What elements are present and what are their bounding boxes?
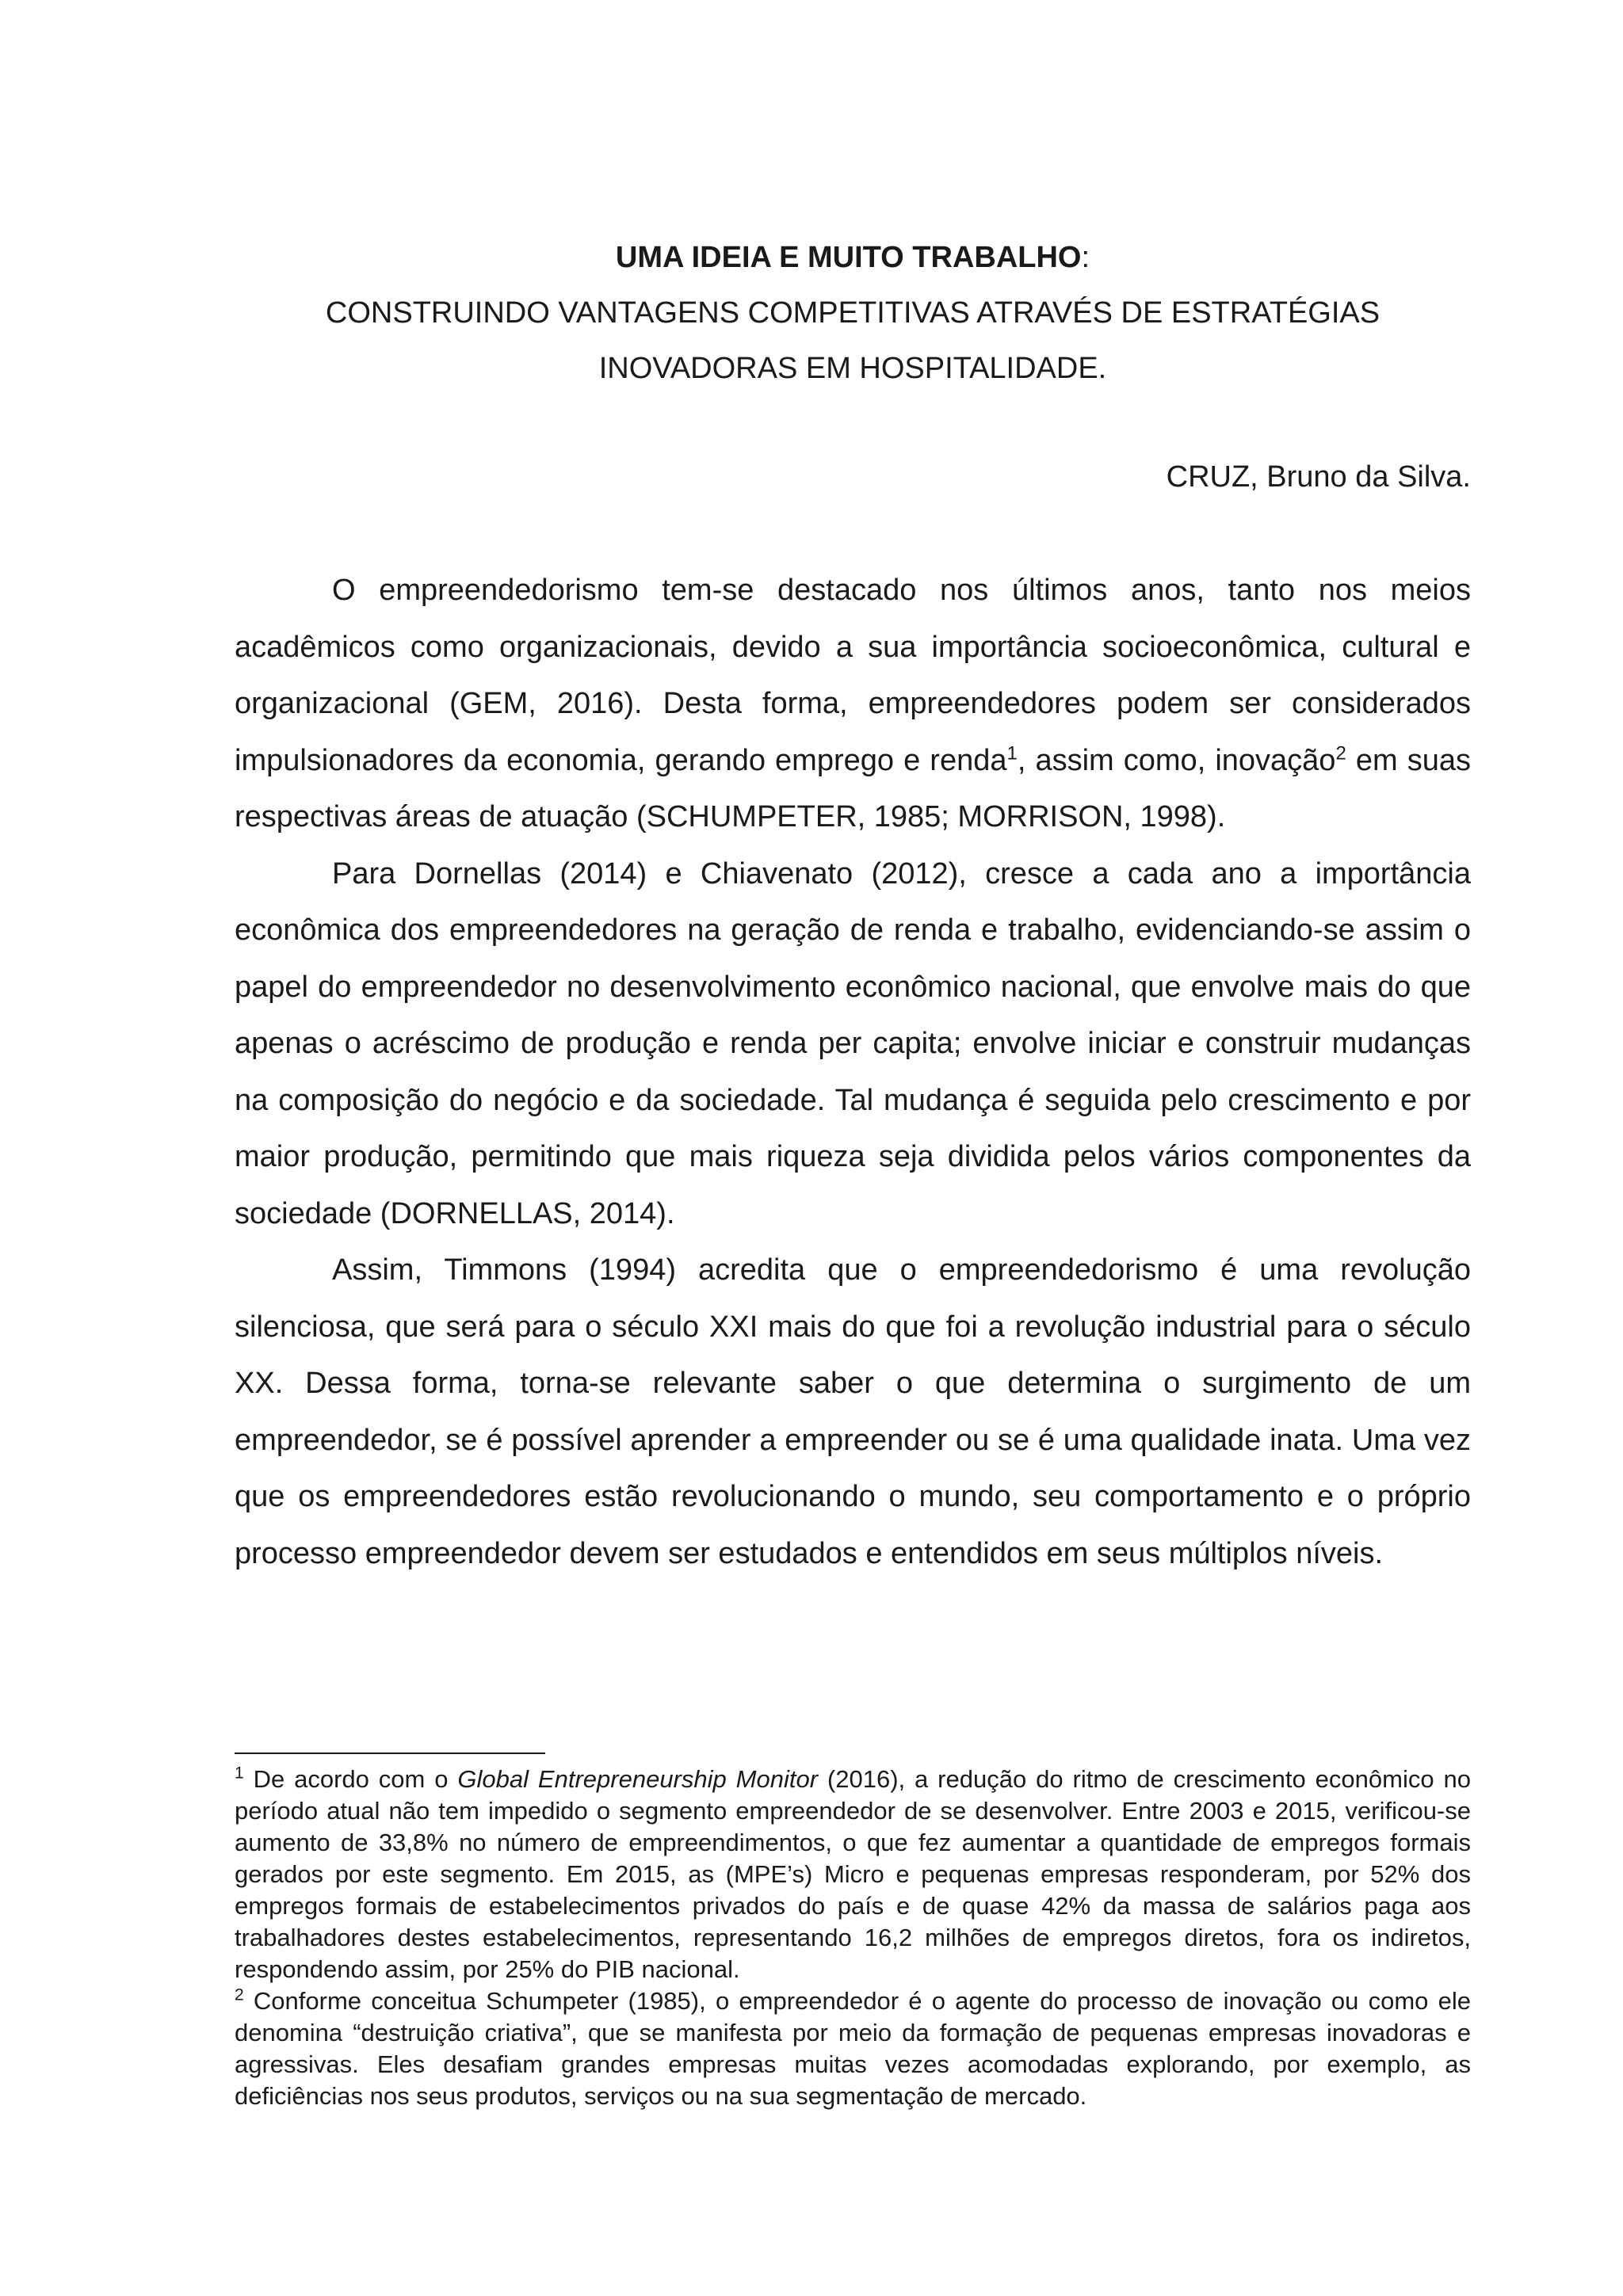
title-colon: : [1081,241,1090,274]
paragraph-1-part-c: em suas respectivas áreas de atuação (SCHUMPETER, 1985; MORRISON, 1998). [235,743,1471,833]
subtitle-line-1: CONSTRUINDO VANTAGENS COMPETITIVAS ATRAVÉS DE ESTRATÉGIAS [325,296,1381,330]
footnote-ref-1[interactable]: 1 [1006,742,1018,764]
title-line-1 [235,230,1471,285]
footnote-1 [235,1764,1471,1985]
paragraph-1-part-b: , assim como, inovação [1017,743,1336,777]
title-block [235,230,1471,396]
author: CRUZ, Bruno da Silva. [1166,460,1471,494]
footnote-2-marker: 2 [235,1985,244,2004]
footnote-1-marker: 1 [235,1764,244,1783]
paragraph-1 [235,563,1471,846]
subtitle-line-2: INOVADORAS EM HOSPITALIDADE. [598,352,1107,385]
title-main: UMA IDEIA E MUITO TRABALHO [615,241,1082,274]
body-text [235,563,1471,1582]
footnote-2-text: Conforme conceitua Schumpeter (1985), o empreendedor é o agente do processo de inovação ou como ele denomina “destruição criativa”, que se manifesta por meio da formação de pequenas empresas inovadoras e agressivas. Eles desafiam grandes empresas muitas vezes acomodadas explorando, por exemplo, as deficiências nos seus produtos, serviços ou na sua segmentação de mercado. [235,1987,1471,2110]
footnotes [235,1764,1471,2112]
paragraph-2: Para Dornellas (2014) e Chiavenato (2012), cresce a cada ano a importância econômica dos empreendedores na geração de renda e trabalho, evidenciando-se assim o papel do empreendedor no desenvolvimento econômico nacional, que envolve mais do que apenas o acréscimo de produção e renda per capita; envolve iniciar e construir mudanças na composição do negócio e da sociedade. Tal mudança é seguida pelo crescimento e por maior produção, permitindo que mais riqueza seja dividida pelos vários componentes da sociedade (DORNELLAS, 2014). [235,856,1471,1230]
footnote-1-pre: De acordo com o [243,1765,458,1793]
footnote-ref-2[interactable]: 2 [1335,742,1346,764]
footnote-1-italic: Global Entrepreneurship Monitor [457,1765,819,1793]
footnote-separator [235,1753,545,1754]
paragraph-3: Assim, Timmons (1994) acredita que o empreendedorismo é uma revolução silenciosa, que será para o século XXI mais do que foi a revolução industrial para o século XX. Dessa forma, torna-se relevante saber o que determina o surgimento de um empreendedor, se é possível aprender a empreender ou se é uma qualidade inata. Uma vez que os empreendedores estão revolucionando o mundo, seu comportamento e o próprio processo empreendedor devem ser estudados e entendidos em seus múltiplos níveis. [235,1253,1471,1570]
footnote-2 [235,1985,1471,2112]
paragraph-1-part-a: O empreendedorismo tem-se destacado nos últimos anos, tanto nos meios acadêmicos como organizacionais, devido a sua importância socioeconômica, cultural e organizacional (GEM, 2016). Desta forma, empreendedores podem ser considerados impulsionadores da economia, gerando emprego e renda [235,574,1471,777]
footnote-1-post: (2016), a redução do ritmo de crescimento econômico no período atual não tem impedido o segmento empreendedor de se desenvolver. Entre 2003 e 2015, verificou-se aumento de 33,8% no número de empreendimentos, o que fez aumentar a quantidade de empregos formais gerados por este segmento. Em 2015, as (MPE’s) Micro e pequenas empresas responderam, por 52% dos empregos formais de estabelecimentos privados do país e de quase 42% da massa de salários paga aos trabalhadores destes estabelecimentos, representando 16,2 milhões de empregos diretos, fora os indiretos, respondendo assim, por 25% do PIB nacional. [235,1765,1471,1983]
